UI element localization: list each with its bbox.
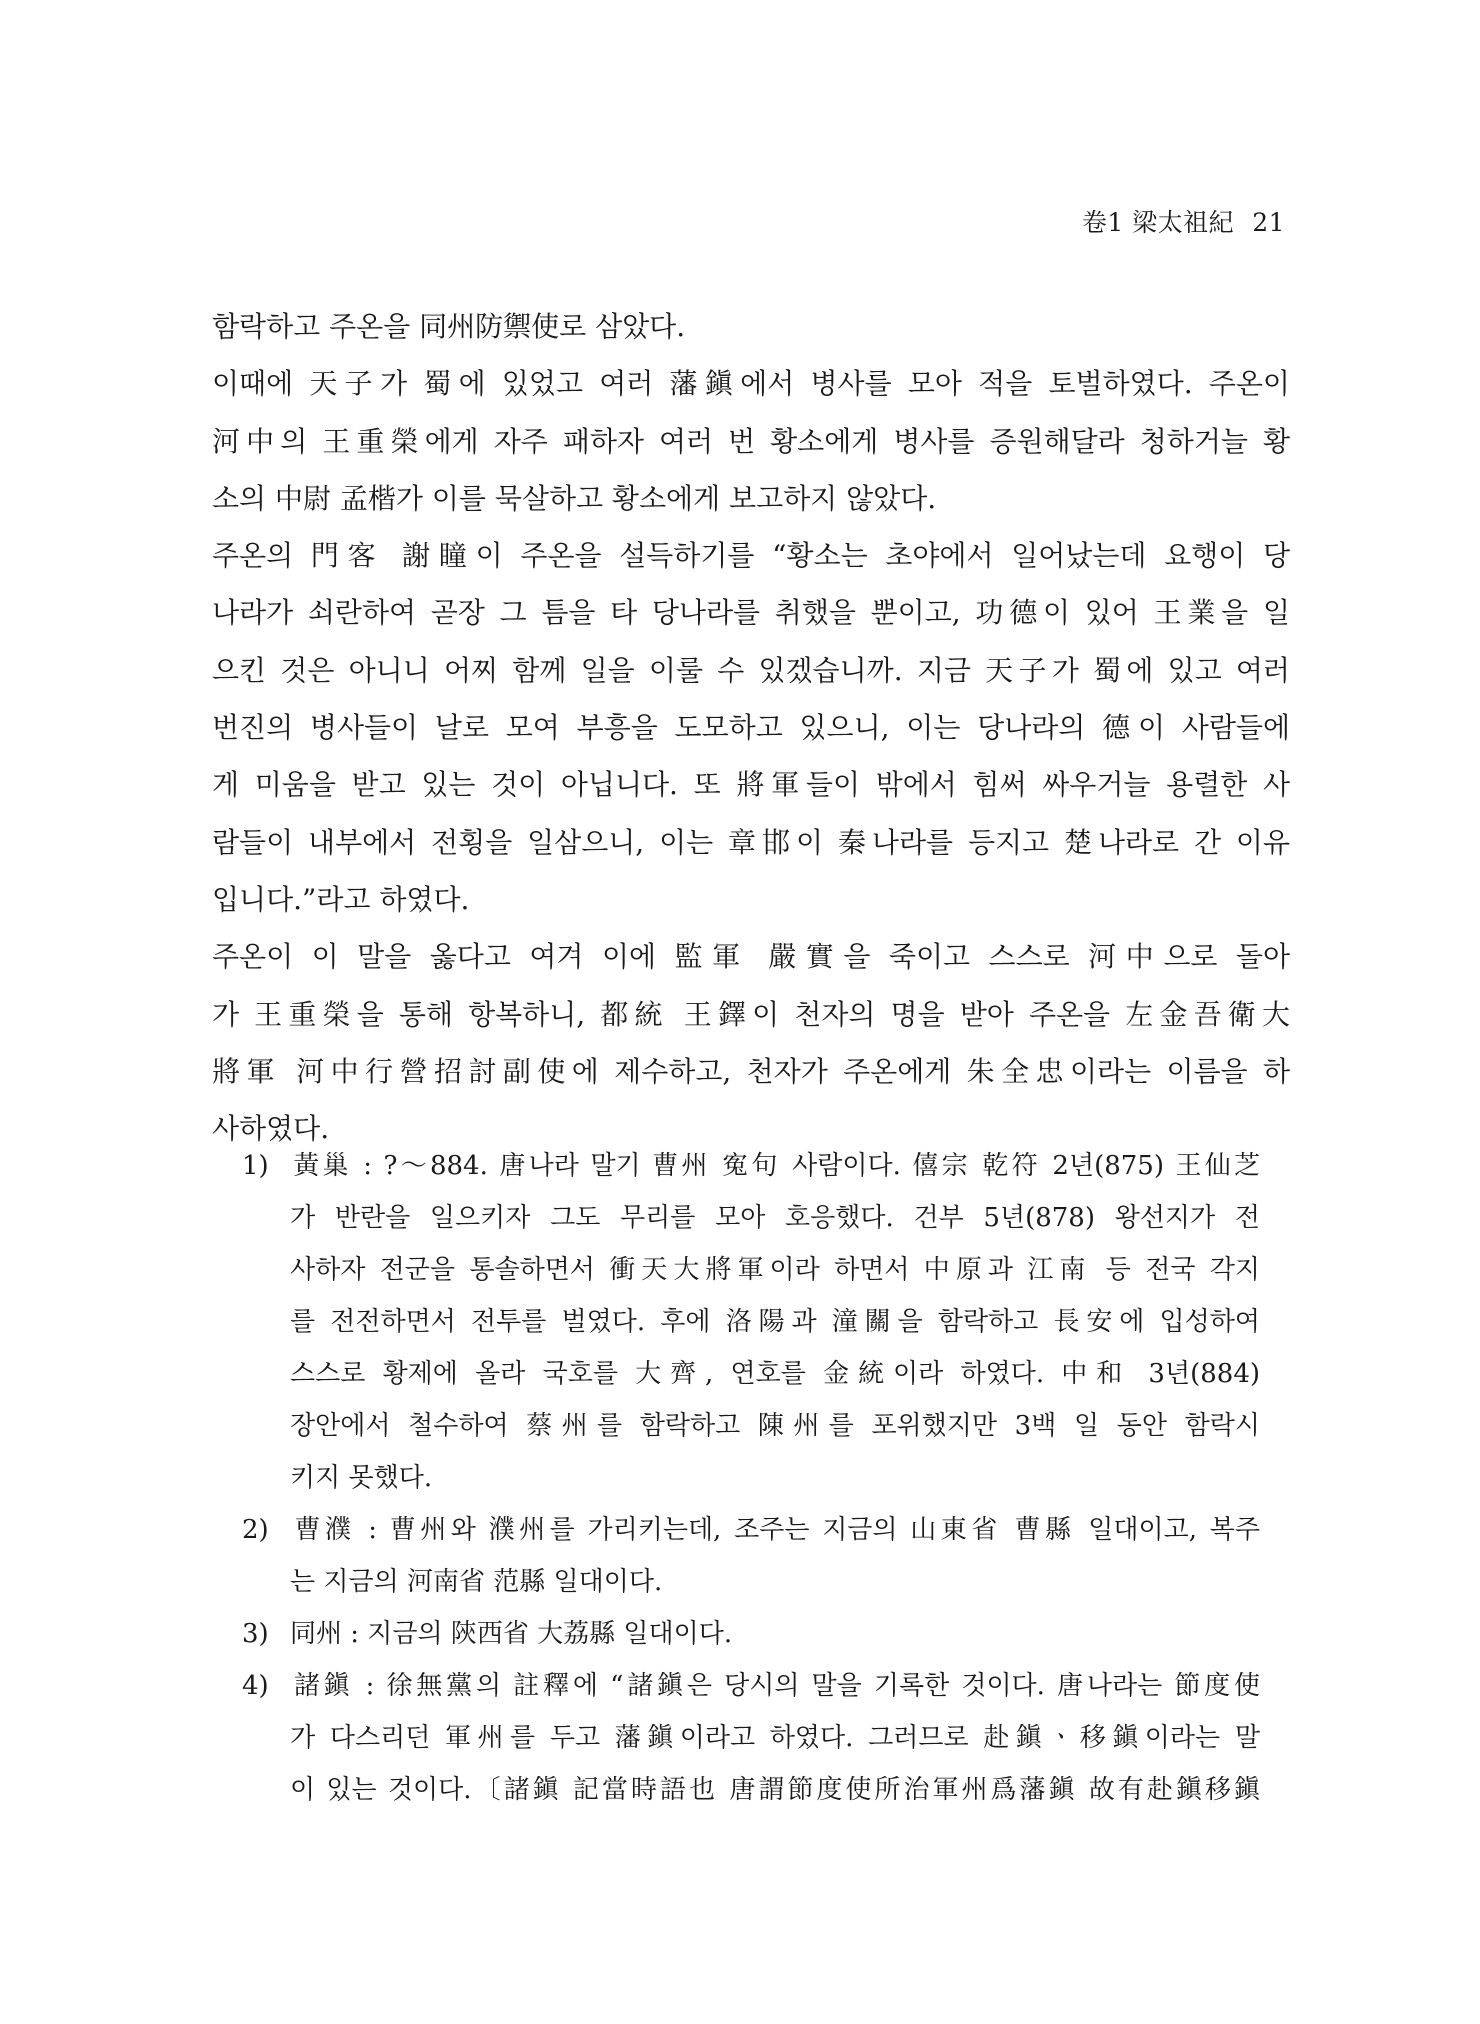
page-number: 21	[1252, 208, 1285, 237]
footnote-text: 諸鎭 : 徐無黨의 註釋에 “諸鎭은 당시의 말을 기록한 것이다. 唐나라는 節度使	[290, 1671, 1260, 1701]
footnote-line: 가 다스리던 軍州를 두고 藩鎭이라고 하였다. 그러므로 赴鎭ㆍ移鎭이라는 말	[290, 1723, 1260, 1753]
body-line: 이때에 天子가 蜀에 있었고 여러 藩鎭에서 병사를 모아 적을 토벌하였다. 주온이	[212, 367, 1290, 401]
footnote-line	[242, 1660, 1260, 1712]
body-line: 將軍 河中行營招討副使에 제수하고, 천자가 주온에게 朱全忠이라는 이름을 하	[212, 1054, 1290, 1088]
footnote-line	[242, 1504, 1260, 1556]
body-line: 河中의 王重榮에게 자주 패하자 여러 번 황소에게 병사를 증원해달라 청하거늘 황	[212, 424, 1290, 458]
body-line: 가 王重榮을 통해 항복하니, 都統 王鐸이 천자의 명을 받아 주온을 左金吾衛大	[212, 997, 1290, 1031]
footnote-line: 키지 못했다.	[290, 1463, 433, 1493]
footnote-number: 1)	[242, 1151, 269, 1181]
footnote-text: 曹濮 : 曹州와 濮州를 가리키는데, 조주는 지금의 山東省 曹縣 일대이고, 복주	[290, 1515, 1260, 1545]
footnote-number: 2)	[242, 1515, 269, 1545]
body-line: 게 미움을 받고 있는 것이 아닙니다. 또 將軍들이 밖에서 힘써 싸우거늘 용렬한 사	[212, 768, 1290, 802]
footnote-line: 가 반란을 일으키자 그도 무리를 모아 호응했다. 건부 5년(878) 왕선지가 전	[290, 1203, 1260, 1233]
footnote-line: 스스로 황제에 올라 국호를 大齊, 연호를 金統이라 하였다. 中和 3년(884)	[290, 1359, 1260, 1389]
footnote-line: 이 있는 것이다.〔諸鎭 記當時語也 唐謂節度使所治軍州爲藩鎭 故有赴鎭移鎭	[290, 1775, 1260, 1805]
body-line: 주온이 이 말을 옳다고 여겨 이에 監軍 嚴實을 죽이고 스스로 河中으로 돌아	[212, 940, 1290, 974]
footnote-number: 3)	[242, 1619, 269, 1649]
footnote-line: 장안에서 철수하여 蔡州를 함락하고 陳州를 포위했지만 3백 일 동안 함락시	[290, 1411, 1260, 1441]
footnote-line: 사하자 전군을 통솔하면서 衝天大將軍이라 하면서 中原과 江南 등 전국 각지	[290, 1255, 1260, 1285]
body-text	[212, 298, 1290, 1157]
footnote-line: 를 전전하면서 전투를 벌였다. 후에 洛陽과 潼關을 함락하고 長安에 입성하여	[290, 1307, 1260, 1337]
footnotes	[242, 1140, 1260, 1816]
running-head-title: 卷1 梁太祖紀	[1081, 208, 1235, 237]
footnote-line	[242, 1140, 1260, 1192]
body-line: 으킨 것은 아니니 어찌 함께 일을 이룰 수 있겠습니까. 지금 天子가 蜀에 있고 여러	[212, 653, 1290, 687]
body-line: 번진의 병사들이 날로 모여 부흥을 도모하고 있으니, 이는 당나라의 德이 사람들에	[212, 711, 1290, 745]
body-line: 소의 中尉 孟楷가 이를 묵살하고 황소에게 보고하지 않았다.	[212, 481, 937, 515]
footnote-number: 4)	[242, 1671, 269, 1701]
body-line: 람들이 내부에서 전횡을 일삼으니, 이는 章邯이 秦나라를 등지고 楚나라로 간 이유	[212, 825, 1290, 859]
body-line: 나라가 쇠란하여 곧장 그 틈을 타 당나라를 취했을 뿐이고, 功德이 있어 王業을 일	[212, 596, 1290, 630]
footnote-line	[242, 1608, 1260, 1660]
running-head	[1082, 203, 1285, 239]
body-line: 입니다.”라고 하였다.	[212, 882, 470, 916]
footnote-line: 는 지금의 河南省 范縣 일대이다.	[290, 1567, 663, 1597]
body-line: 사하였다.	[212, 1112, 330, 1146]
footnote-text: 同州 : 지금의 陝西省 大荔縣 일대이다.	[290, 1619, 733, 1649]
footnote-text: 黃巢 : ?～884. 唐나라 말기 曹州 寃句 사람이다. 僖宗 乾符 2년(875) 王仙芝	[290, 1151, 1260, 1181]
body-line: 주온의 門客 謝瞳이 주온을 설득하기를 “황소는 초야에서 일어났는데 요행이 당	[212, 539, 1290, 573]
body-line: 함락하고 주온을 同州防禦使로 삼았다.	[212, 310, 686, 343]
